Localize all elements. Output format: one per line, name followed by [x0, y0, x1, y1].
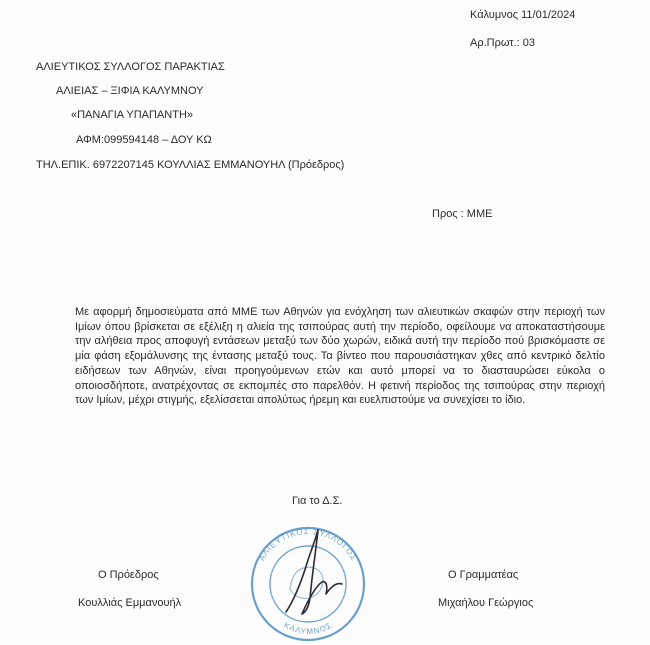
sender-name-line-2: ΑΛΙΕΙΑΣ – ΞΙΦΙΑ ΚΑΛΥΜΝΟΥ [56, 85, 204, 97]
secretary-name: Μιχαήλου Γεώργιος [438, 597, 534, 609]
letter-body: Με αφορμή δημοσιεύματα από ΜΜΕ των Αθηνών για ενόχληση των αλιευτικών σκαφών στην περιοχή των Ιμίων όπου βρίσκεται σε εξέλιξη η αλιεία της τσιπούρας αυτή την περίοδο, οφείλουμε να αποκαταστήσουμε την αλήθεια προς αποφυγή εντάσεων μεταξύ των δύο χωρών, ειδικά αυτή την περίοδο πού βρισκόμαστε σε μία φάση εξομάλυνσης της έντασης μεταξύ τους. Τα βίντεο που παρουσιάστηκαν χθες από κεντρικό δελτίο ειδήσεων των Αθηνών, είναι προηγούμενων ετών και αυτό μπορεί να το διασταυρώσει εύκολα ο οποιοσδήποτε, ανατρέχοντας σε εκπομπές στο παρελθόν. Η φετινή περίοδος της τσιπούρας στην περιοχή των Ιμίων, μέχρι στιγμής, εξελίσσεται απολύτως ήρεμη και ευελπιστούμε να συνεχίσει το ίδιο. [75, 306, 605, 407]
stamp-graphic [242, 520, 374, 642]
stamp-upper-text: ΑΛΙΕΥΤΙΚΟΣ ΣΥΛΛΟΓΟΣ [257, 526, 359, 563]
president-name: Κουλλιάς Εμμανουήλ [78, 597, 182, 609]
for-board-label: Για το Δ.Σ. [292, 495, 343, 507]
sender-contact: ΤΗΛ.ΕΠΙΚ. 6972207145 ΚΟΥΛΛΙΑΣ ΕΜΜΑΝΟΥΗΛ (Πρόεδρος) [36, 159, 345, 171]
letter-date: Κάλυμνος 11/01/2024 [470, 9, 576, 21]
protocol-number: Αρ.Πρωτ.: 03 [470, 37, 536, 49]
sender-name-line-3: «ΠΑΝΑΓΙΑ ΥΠΑΠΑΝΤΗ» [71, 109, 194, 121]
stamp-inner-ring [270, 546, 346, 622]
recipient-line: Προς : ΜΜΕ [432, 208, 493, 220]
secretary-title: Ο Γραμματέας [448, 569, 519, 581]
sender-tax-id: ΑΦΜ:099594148 – ΔΟΥ ΚΩ [76, 134, 212, 146]
sender-name-line-1: ΑΛΙΕΥΤΙΚΟΣ ΣΥΛΛΟΓΟΣ ΠΑΡΑΚΤΙΑΣ [36, 61, 225, 73]
president-title: Ο Πρόεδρος [98, 569, 159, 581]
round-seal-stamp-icon [242, 520, 374, 642]
stamp-lower-text: ΚΑΛΥΜΝΟΣ [282, 620, 334, 637]
